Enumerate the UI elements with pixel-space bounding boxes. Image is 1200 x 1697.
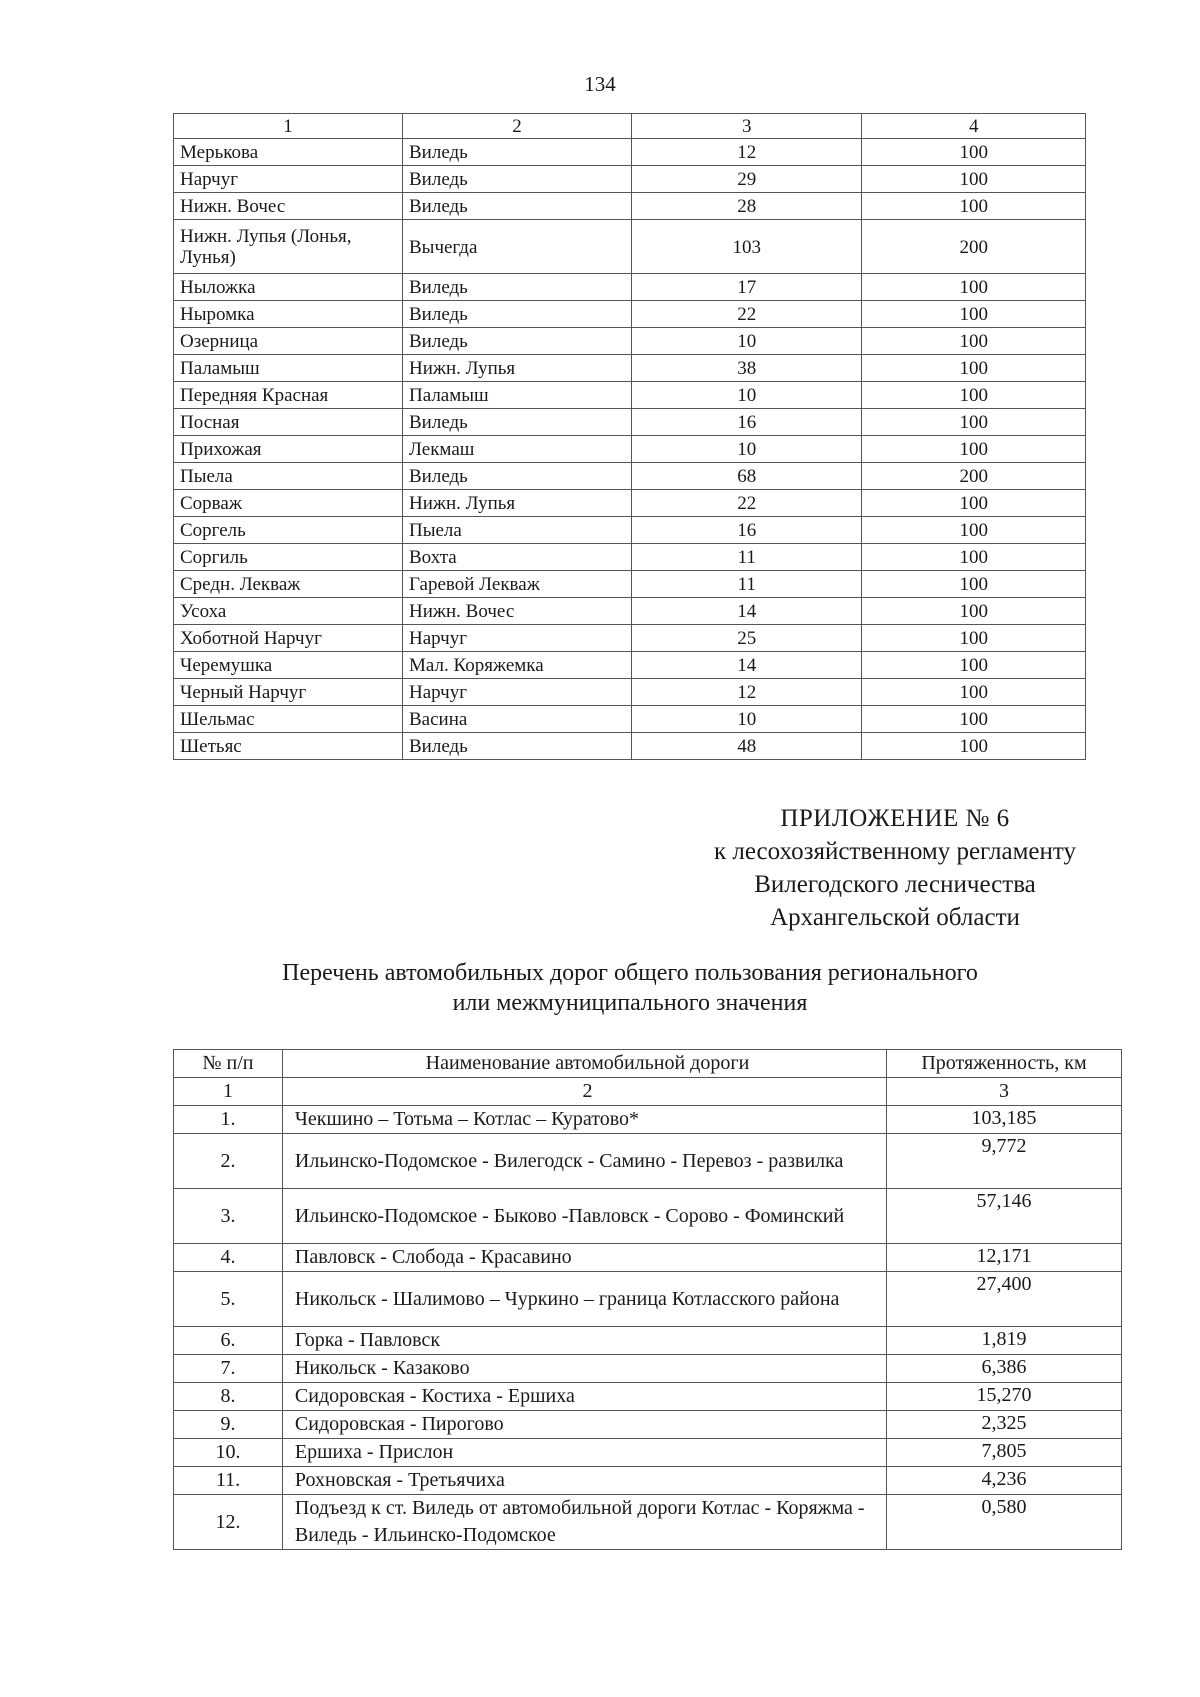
road-name-cell: Сидоровская - Костиха - Ершиха bbox=[282, 1383, 886, 1411]
road-name-cell: Горка - Павловск bbox=[282, 1327, 886, 1355]
table-row bbox=[174, 1244, 1122, 1272]
tributary-of-cell: Виледь bbox=[403, 193, 632, 220]
road-length-cell: 27,400 bbox=[887, 1272, 1122, 1327]
buffer-width-cell: 200 bbox=[862, 220, 1086, 274]
tributary-of-cell: Виледь bbox=[403, 463, 632, 490]
appendix-line: к лесохозяйственному регламенту bbox=[713, 838, 1077, 865]
road-length-cell: 1,819 bbox=[887, 1327, 1122, 1355]
length-cell: 22 bbox=[631, 490, 861, 517]
table-row bbox=[174, 1106, 1122, 1134]
roads-table bbox=[173, 1049, 1122, 1550]
river-name-cell: Нарчуг bbox=[174, 166, 403, 193]
row-number-cell: 9. bbox=[174, 1411, 283, 1439]
buffer-width-cell: 100 bbox=[862, 301, 1086, 328]
river-name-cell: Черный Нарчуг bbox=[174, 679, 403, 706]
river-name-cell: Хоботной Нарчуг bbox=[174, 625, 403, 652]
table-row bbox=[174, 1355, 1122, 1383]
road-length-cell: 57,146 bbox=[887, 1189, 1122, 1244]
row-number-cell: 8. bbox=[174, 1383, 283, 1411]
table-row bbox=[174, 274, 1086, 301]
river-name-cell: Средн. Лекваж bbox=[174, 571, 403, 598]
river-name-cell: Шельмас bbox=[174, 706, 403, 733]
tributary-of-cell: Пыела bbox=[403, 517, 632, 544]
river-name-cell: Передняя Красная bbox=[174, 382, 403, 409]
road-name-cell: Никольск - Шалимово – Чуркино – граница Котласского района bbox=[282, 1272, 886, 1327]
buffer-width-cell: 100 bbox=[862, 598, 1086, 625]
buffer-width-cell: 100 bbox=[862, 166, 1086, 193]
tributary-of-cell: Виледь bbox=[403, 139, 632, 166]
header-cell: Наименование автомобильной дороги bbox=[282, 1050, 886, 1078]
appendix-line: Архангельской области bbox=[770, 904, 1020, 931]
buffer-width-cell: 100 bbox=[862, 706, 1086, 733]
tributary-of-cell: Лекмаш bbox=[403, 436, 632, 463]
length-cell: 10 bbox=[631, 382, 861, 409]
row-number-cell: 3. bbox=[174, 1189, 283, 1244]
header-cell: 4 bbox=[862, 114, 1086, 139]
road-length-cell: 2,325 bbox=[887, 1411, 1122, 1439]
road-name-cell: Павловск - Слобода - Красавино bbox=[282, 1244, 886, 1272]
row-number-cell: 1. bbox=[174, 1106, 283, 1134]
buffer-width-cell: 100 bbox=[862, 382, 1086, 409]
table-row bbox=[174, 625, 1086, 652]
rivers-table bbox=[173, 113, 1086, 760]
tributary-of-cell: Мал. Коряжемка bbox=[403, 652, 632, 679]
header-cell: 1 bbox=[174, 1078, 283, 1106]
road-length-cell: 15,270 bbox=[887, 1383, 1122, 1411]
buffer-width-cell: 100 bbox=[862, 490, 1086, 517]
table-row bbox=[174, 1189, 1122, 1244]
length-cell: 68 bbox=[631, 463, 861, 490]
length-cell: 11 bbox=[631, 571, 861, 598]
length-cell: 12 bbox=[631, 679, 861, 706]
row-number-cell: 11. bbox=[174, 1467, 283, 1495]
appendix-heading bbox=[600, 802, 1190, 934]
header-cell: 3 bbox=[887, 1078, 1122, 1106]
tributary-of-cell: Виледь bbox=[403, 274, 632, 301]
length-cell: 29 bbox=[631, 166, 861, 193]
tributary-of-cell: Виледь bbox=[403, 409, 632, 436]
table-row bbox=[174, 220, 1086, 274]
tributary-of-cell: Нижн. Лупья bbox=[403, 355, 632, 382]
tributary-of-cell: Нарчуг bbox=[403, 625, 632, 652]
river-name-cell: Мерькова bbox=[174, 139, 403, 166]
row-number-cell: 7. bbox=[174, 1355, 283, 1383]
length-cell: 10 bbox=[631, 706, 861, 733]
table-row bbox=[174, 139, 1086, 166]
page-number: 134 bbox=[584, 72, 616, 96]
river-name-cell: Соргиль bbox=[174, 544, 403, 571]
table-row bbox=[174, 355, 1086, 382]
road-name-cell: Рохновская - Третьячиха bbox=[282, 1467, 886, 1495]
table-row bbox=[174, 733, 1086, 760]
buffer-width-cell: 200 bbox=[862, 463, 1086, 490]
table-row bbox=[174, 1383, 1122, 1411]
document-title bbox=[170, 958, 1090, 1018]
row-number-cell: 12. bbox=[174, 1495, 283, 1550]
river-name-cell: Прихожая bbox=[174, 436, 403, 463]
table-header-row bbox=[174, 1050, 1122, 1078]
tributary-of-cell: Виледь bbox=[403, 328, 632, 355]
appendix-line: Вилегодского лесничества bbox=[754, 871, 1036, 898]
river-name-cell: Сорваж bbox=[174, 490, 403, 517]
length-cell: 25 bbox=[631, 625, 861, 652]
table-row bbox=[174, 544, 1086, 571]
table-row bbox=[174, 1411, 1122, 1439]
table-row bbox=[174, 382, 1086, 409]
table-row bbox=[174, 652, 1086, 679]
buffer-width-cell: 100 bbox=[862, 139, 1086, 166]
buffer-width-cell: 100 bbox=[862, 679, 1086, 706]
road-name-cell: Ильинско-Подомское - Быково -Павловск - Сорово - Фоминский bbox=[282, 1189, 886, 1244]
tributary-of-cell: Гаревой Лекваж bbox=[403, 571, 632, 598]
table-row bbox=[174, 1439, 1122, 1467]
tributary-of-cell: Вычегда bbox=[403, 220, 632, 274]
length-cell: 14 bbox=[631, 652, 861, 679]
buffer-width-cell: 100 bbox=[862, 571, 1086, 598]
road-length-cell: 6,386 bbox=[887, 1355, 1122, 1383]
buffer-width-cell: 100 bbox=[862, 409, 1086, 436]
table-row bbox=[174, 517, 1086, 544]
river-name-cell: Нижн. Вочес bbox=[174, 193, 403, 220]
table-row bbox=[174, 571, 1086, 598]
length-cell: 12 bbox=[631, 139, 861, 166]
road-length-cell: 9,772 bbox=[887, 1134, 1122, 1189]
header-cell: 2 bbox=[282, 1078, 886, 1106]
road-name-cell: Ершиха - Прислон bbox=[282, 1439, 886, 1467]
road-length-cell: 7,805 bbox=[887, 1439, 1122, 1467]
river-name-cell: Посная bbox=[174, 409, 403, 436]
row-number-cell: 5. bbox=[174, 1272, 283, 1327]
header-cell: № п/п bbox=[174, 1050, 283, 1078]
document-title-line: или межмуниципального значения bbox=[452, 990, 808, 1016]
buffer-width-cell: 100 bbox=[862, 733, 1086, 760]
river-name-cell: Ныложка bbox=[174, 274, 403, 301]
buffer-width-cell: 100 bbox=[862, 544, 1086, 571]
road-name-cell: Чекшино – Тотьма – Котлас – Куратово* bbox=[282, 1106, 886, 1134]
road-name-cell: Никольск - Казаково bbox=[282, 1355, 886, 1383]
tributary-of-cell: Нижн. Вочес bbox=[403, 598, 632, 625]
header-cell: 3 bbox=[631, 114, 861, 139]
table-row bbox=[174, 1134, 1122, 1189]
row-number-cell: 6. bbox=[174, 1327, 283, 1355]
river-name-cell: Озерница bbox=[174, 328, 403, 355]
road-name-cell: Подъезд к ст. Виледь от автомобильной дороги Котлас - Коряжма - Виледь - Ильинско-Подомское bbox=[282, 1495, 886, 1550]
table-row bbox=[174, 409, 1086, 436]
length-cell: 16 bbox=[631, 517, 861, 544]
tributary-of-cell: Нижн. Лупья bbox=[403, 490, 632, 517]
river-name-cell: Ныромка bbox=[174, 301, 403, 328]
buffer-width-cell: 100 bbox=[862, 517, 1086, 544]
table-row bbox=[174, 1467, 1122, 1495]
row-number-cell: 4. bbox=[174, 1244, 283, 1272]
table-row bbox=[174, 463, 1086, 490]
river-name-cell: Соргель bbox=[174, 517, 403, 544]
length-cell: 10 bbox=[631, 328, 861, 355]
table-row bbox=[174, 706, 1086, 733]
river-name-cell: Пыела bbox=[174, 463, 403, 490]
length-cell: 16 bbox=[631, 409, 861, 436]
header-cell: Протяженность, км bbox=[887, 1050, 1122, 1078]
appendix-title: ПРИЛОЖЕНИЕ № 6 bbox=[780, 805, 1010, 832]
length-cell: 38 bbox=[631, 355, 861, 382]
table-row bbox=[174, 490, 1086, 517]
header-cell: 2 bbox=[403, 114, 632, 139]
road-length-cell: 12,171 bbox=[887, 1244, 1122, 1272]
buffer-width-cell: 100 bbox=[862, 355, 1086, 382]
river-name-cell: Нижн. Лупья (Лонья, Лунья) bbox=[174, 220, 403, 274]
table-header-row bbox=[174, 114, 1086, 139]
tributary-of-cell: Вохта bbox=[403, 544, 632, 571]
document-title-line: Перечень автомобильных дорог общего пользования регионального bbox=[282, 960, 978, 986]
tributary-of-cell: Виледь bbox=[403, 733, 632, 760]
table-row bbox=[174, 1495, 1122, 1550]
row-number-cell: 2. bbox=[174, 1134, 283, 1189]
length-cell: 17 bbox=[631, 274, 861, 301]
row-number-cell: 10. bbox=[174, 1439, 283, 1467]
tributary-of-cell: Нарчуг bbox=[403, 679, 632, 706]
table-row bbox=[174, 166, 1086, 193]
buffer-width-cell: 100 bbox=[862, 193, 1086, 220]
table-row bbox=[174, 679, 1086, 706]
length-cell: 14 bbox=[631, 598, 861, 625]
road-length-cell: 0,580 bbox=[887, 1495, 1122, 1550]
table-row bbox=[174, 598, 1086, 625]
length-cell: 11 bbox=[631, 544, 861, 571]
table-row bbox=[174, 1272, 1122, 1327]
table-row bbox=[174, 328, 1086, 355]
river-name-cell: Шетьяс bbox=[174, 733, 403, 760]
tributary-of-cell: Виледь bbox=[403, 301, 632, 328]
buffer-width-cell: 100 bbox=[862, 652, 1086, 679]
buffer-width-cell: 100 bbox=[862, 625, 1086, 652]
table-row bbox=[174, 1327, 1122, 1355]
table-row bbox=[174, 436, 1086, 463]
road-name-cell: Ильинско-Подомское - Вилегодск - Самино - Перевоз - развилка bbox=[282, 1134, 886, 1189]
length-cell: 103 bbox=[631, 220, 861, 274]
table-subheader-row bbox=[174, 1078, 1122, 1106]
road-name-cell: Сидоровская - Пирогово bbox=[282, 1411, 886, 1439]
table-row bbox=[174, 301, 1086, 328]
tributary-of-cell: Васина bbox=[403, 706, 632, 733]
length-cell: 48 bbox=[631, 733, 861, 760]
tributary-of-cell: Паламыш bbox=[403, 382, 632, 409]
river-name-cell: Черемушка bbox=[174, 652, 403, 679]
buffer-width-cell: 100 bbox=[862, 328, 1086, 355]
road-length-cell: 4,236 bbox=[887, 1467, 1122, 1495]
length-cell: 28 bbox=[631, 193, 861, 220]
length-cell: 10 bbox=[631, 436, 861, 463]
river-name-cell: Усоха bbox=[174, 598, 403, 625]
length-cell: 22 bbox=[631, 301, 861, 328]
table-row bbox=[174, 193, 1086, 220]
tributary-of-cell: Виледь bbox=[403, 166, 632, 193]
buffer-width-cell: 100 bbox=[862, 274, 1086, 301]
river-name-cell: Паламыш bbox=[174, 355, 403, 382]
buffer-width-cell: 100 bbox=[862, 436, 1086, 463]
header-cell: 1 bbox=[174, 114, 403, 139]
road-length-cell: 103,185 bbox=[887, 1106, 1122, 1134]
